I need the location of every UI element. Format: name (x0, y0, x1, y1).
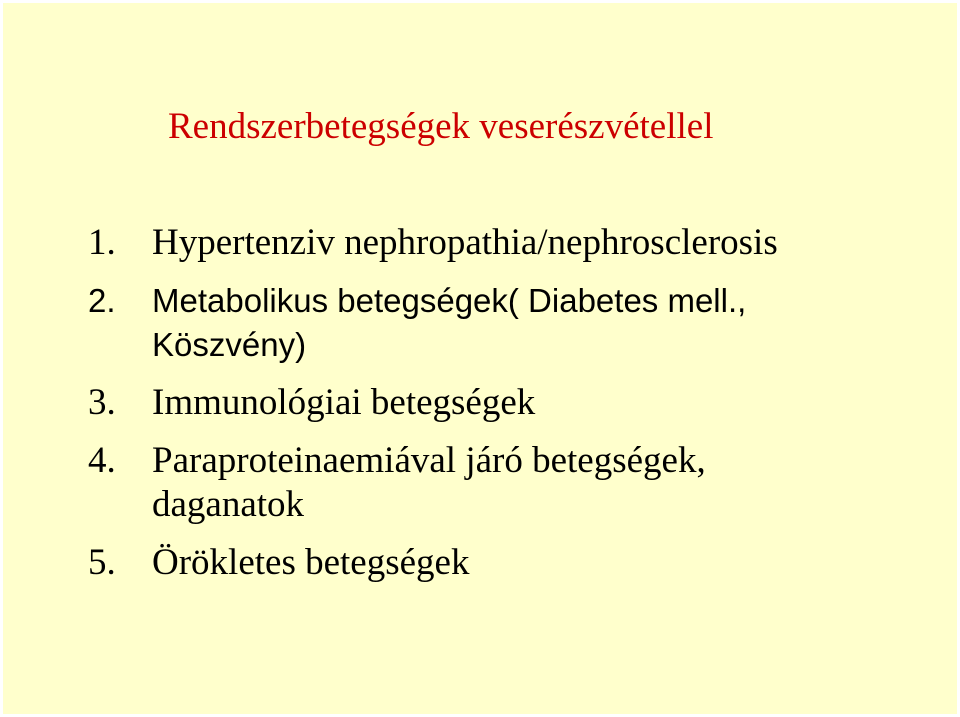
list-item (88, 221, 948, 265)
list-item (88, 541, 948, 585)
slide-title: Rendszerbetegségek veserészvétellel (168, 106, 714, 147)
list-item (88, 439, 948, 527)
list-item-number: 2. (88, 282, 116, 319)
list-item (88, 279, 948, 367)
list-item-number: 5. (88, 542, 116, 583)
list-item-number: 3. (88, 382, 116, 423)
numbered-list (88, 221, 948, 585)
list-item-text: Örökletes betegségek (152, 542, 470, 583)
list-item-text: Paraproteinaemiával járó betegségek, daganatok (152, 440, 706, 525)
list-item-text: Immunológiai betegségek (152, 382, 536, 423)
slide (3, 3, 957, 714)
list-item (88, 381, 948, 425)
list-item-number: 1. (88, 222, 116, 263)
list-item-text: Hypertenziv nephropathia/nephrosclerosis (152, 222, 778, 263)
list-item-text: Metabolikus betegségek( Diabetes mell., Köszvény) (152, 282, 747, 363)
list-item-number: 4. (88, 440, 116, 481)
